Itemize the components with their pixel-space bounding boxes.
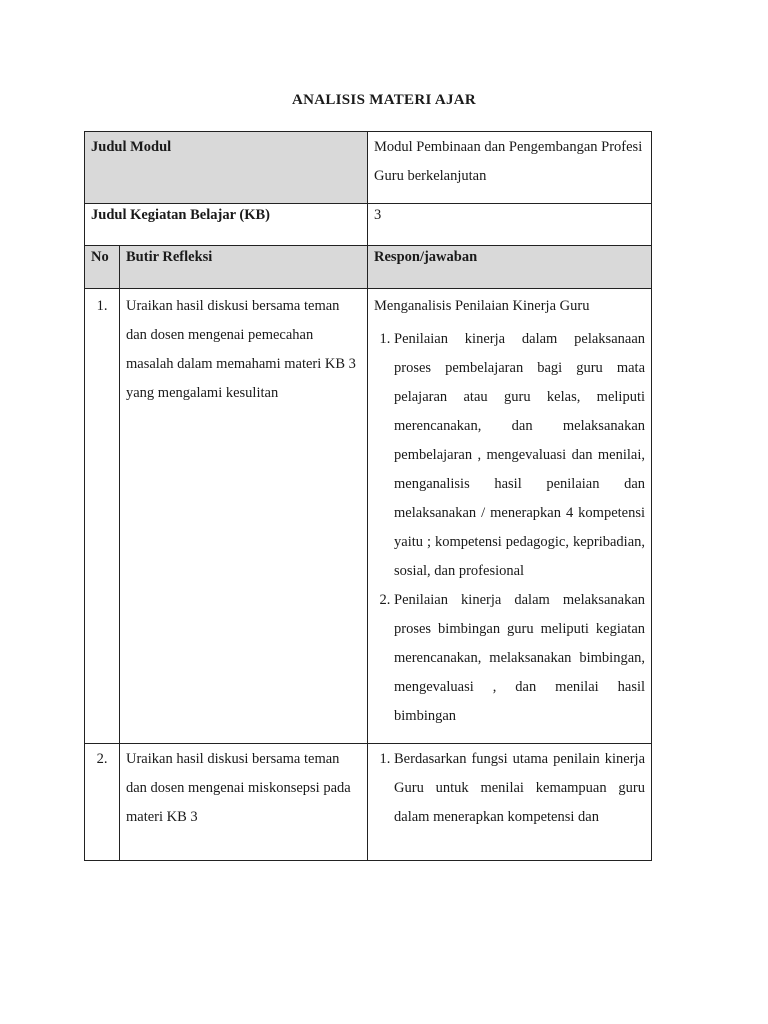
document-title: ANALISIS MATERI AJAR: [291, 92, 477, 108]
judul-modul-label: Judul Modul: [85, 132, 368, 204]
row-butir: Uraikan hasil diskusi bersama teman dan dosen mengenai pemecahan masalah dalam memahami materi KB 3 yang mengalami kesulitan: [120, 289, 368, 744]
row-butir: Uraikan hasil diskusi bersama teman dan dosen mengenai miskonsepsi pada materi KB 3: [120, 744, 368, 861]
row-number: 1.: [85, 289, 120, 744]
judul-kb-value: 3: [368, 204, 652, 246]
row-respon: [368, 744, 652, 861]
row-judul-modul: [85, 132, 652, 204]
analysis-table: [84, 131, 652, 861]
row-respon: [368, 289, 652, 744]
header-butir: Butir Refleksi: [120, 246, 368, 289]
judul-kb-label: Judul Kegiatan Belajar (KB): [85, 204, 368, 246]
row-judul-kb: [85, 204, 652, 246]
list-item: 1. Penilaian kinerja dalam pelaksanaan proses pembelajaran bagi guru mata pelajaran atau guru kelas, meliputi merencanakan, dan melaksanakan pembelajaran , mengevaluasi dan menilai, menganalisis hasil penilaian dan melaksanakan / menerapkan 4 kompetensi yaitu ; kompetensi pedagogic, kepribadian, sosial, dan profesional: [394, 325, 645, 586]
respon-list: [374, 745, 645, 832]
respon-heading: Menganalisis Penilaian Kinerja Guru: [374, 298, 590, 314]
row-number: 2.: [85, 744, 120, 861]
respon-list: [374, 325, 645, 731]
table-row: [85, 289, 652, 744]
list-item: 1. Berdasarkan fungsi utama penilain kinerja Guru untuk menilai kemampuan guru dalam menerapkan kompetensi dan: [394, 745, 645, 832]
list-item: 2. Penilaian kinerja dalam melaksanakan proses bimbingan guru meliputi kegiatan merencanakan, melaksanakan bimbingan, mengevaluasi , dan menilai hasil bimbingan: [394, 586, 645, 731]
header-respon: Respon/jawaban: [368, 246, 652, 289]
header-no: No: [85, 246, 120, 289]
table-row: [85, 744, 652, 861]
header-row: [85, 246, 652, 289]
judul-modul-value: Modul Pembinaan dan Pengembangan Profesi Guru berkelanjutan: [368, 132, 652, 204]
